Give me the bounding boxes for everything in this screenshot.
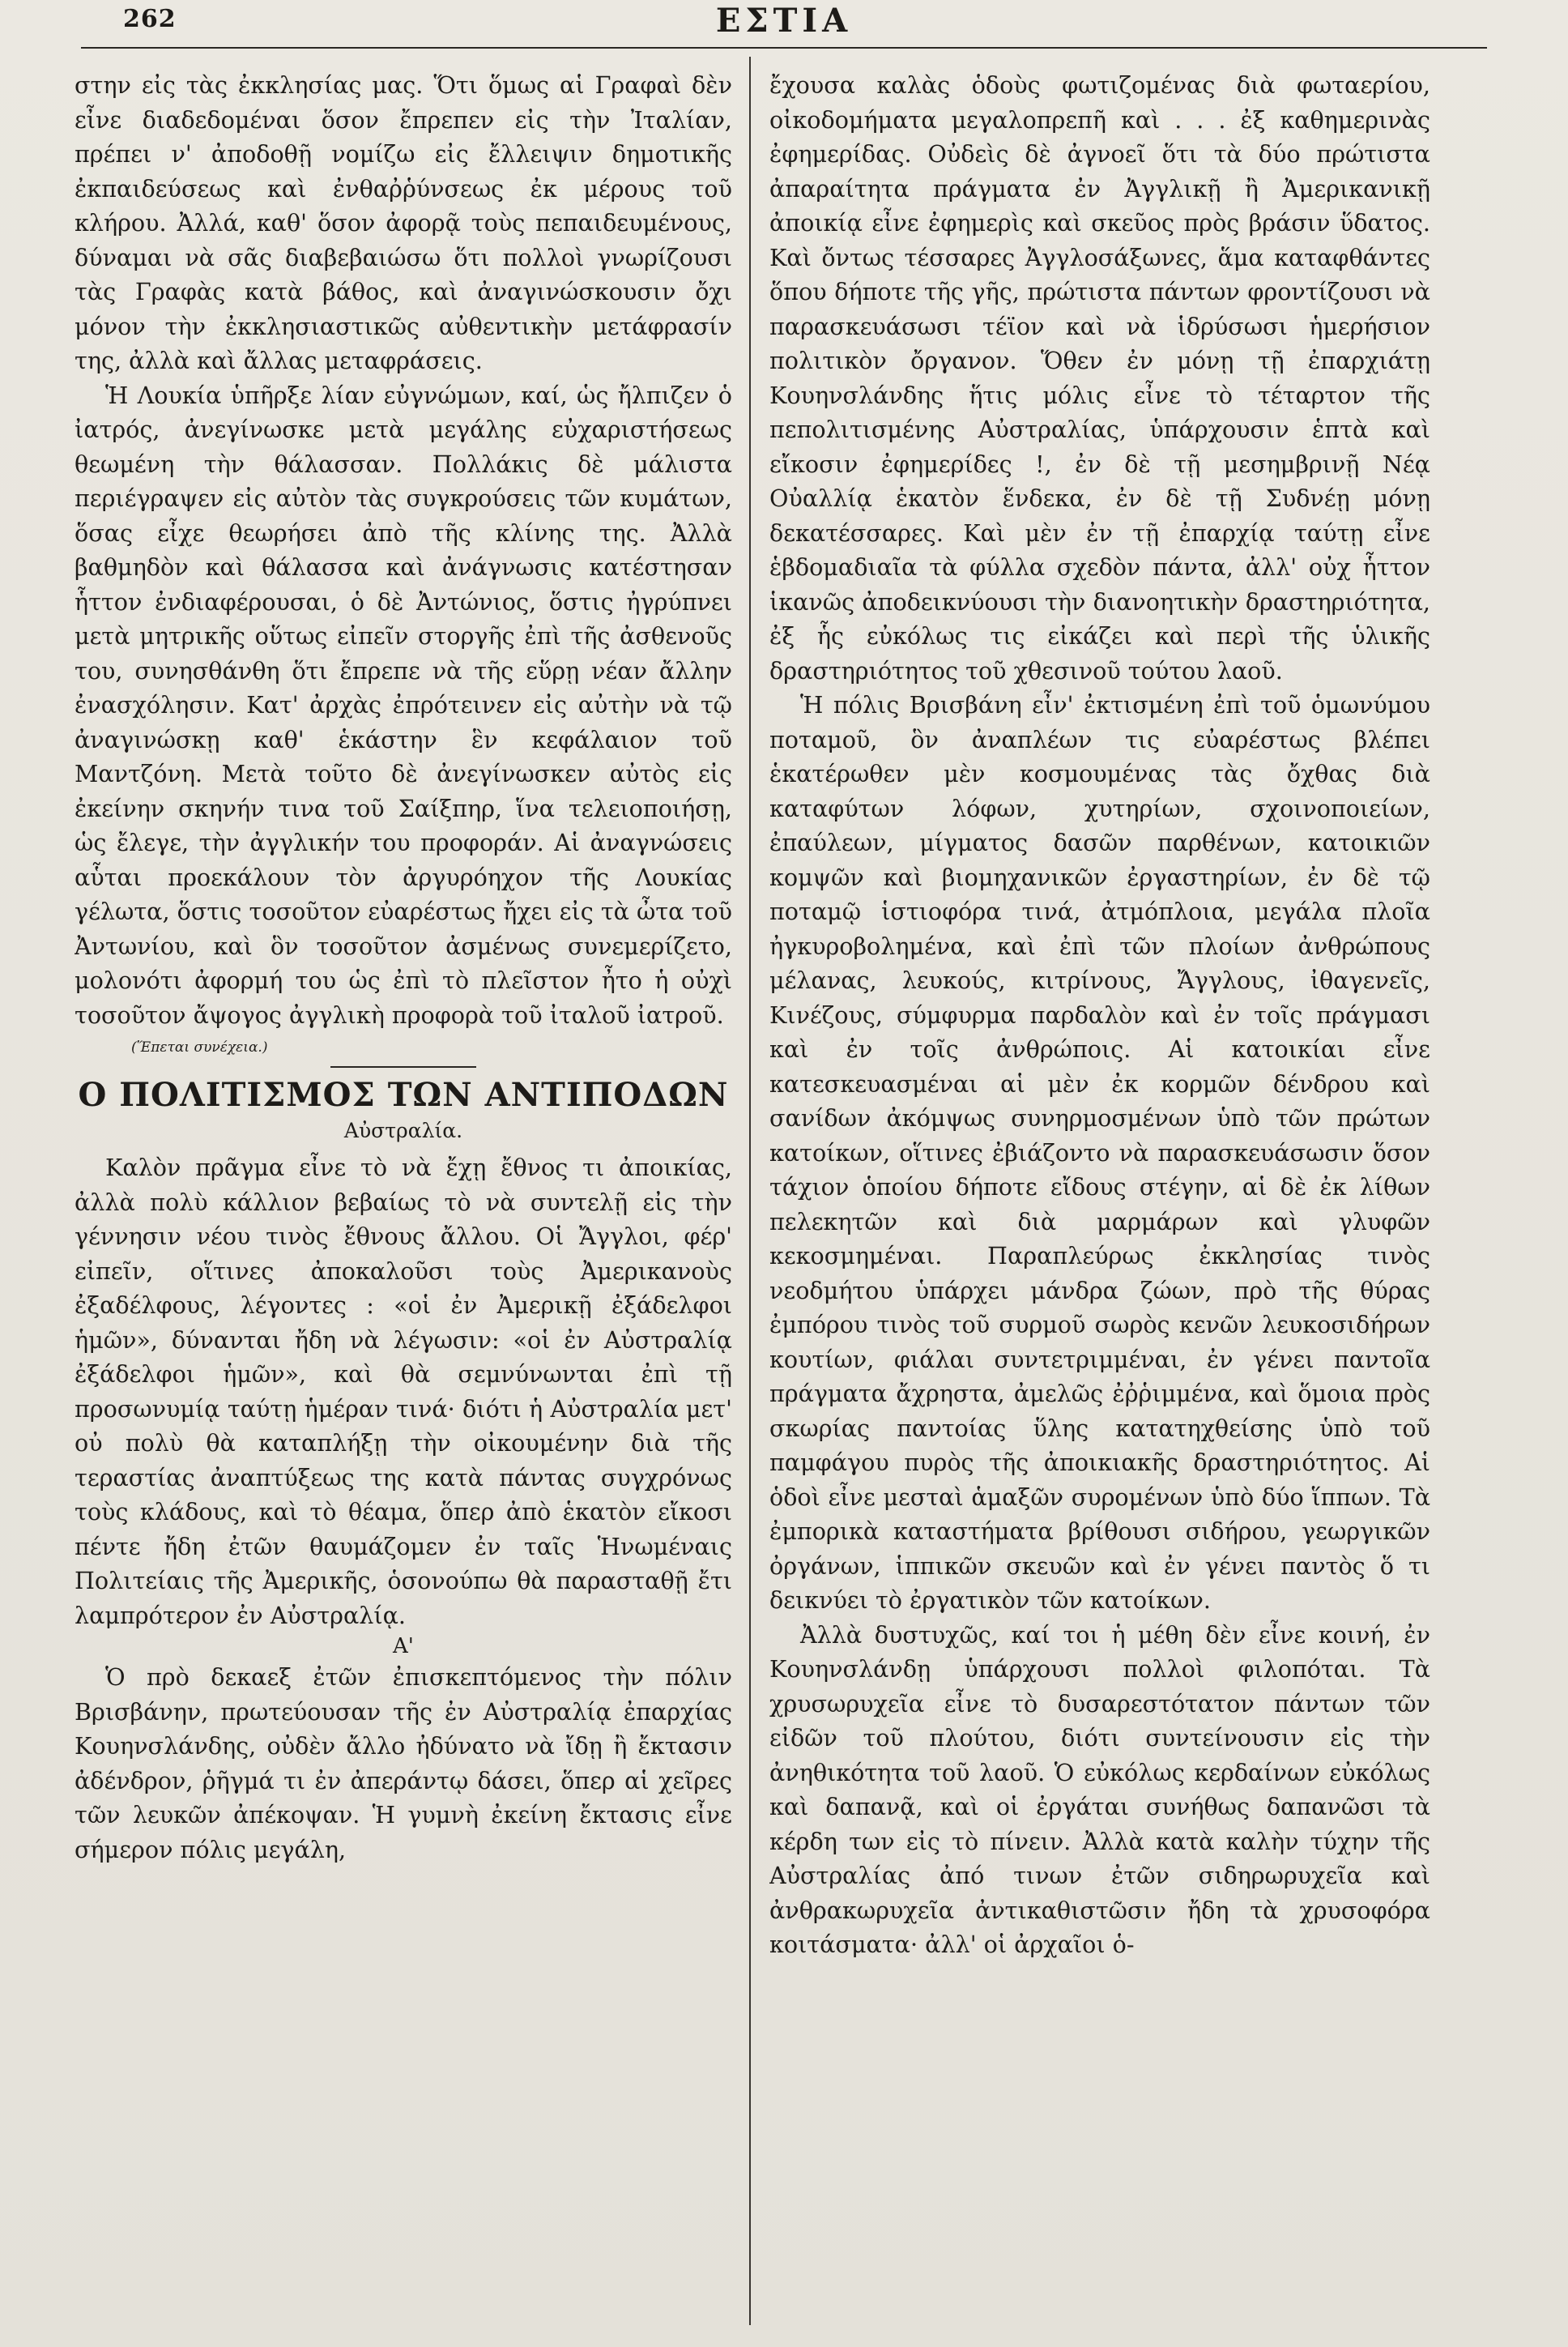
- paragraph: ἔχουσα καλὰς ὁδοὺς φωτιζομένας διὰ φωταερίου, οἰκοδομήματα μεγαλοπρεπῆ καὶ . . . ἐξ καθημερινὰς ἐφημερίδας. Οὐδεὶς δὲ ἀγνοεῖ ὅτι τὰ δύο πρώτιστα ἀπαραίτητα πράγματα ἐν Ἀγγλικῇ ἢ Ἀμερικανικῇ ἀποικίᾳ εἶνε ἐφημερὶς καὶ σκεῦος πρὸς βράσιν ὕδατος. Καὶ ὄντως τέσσαρες Ἀγγλοσάξωνες, ἅμα καταφθάντες ὅπου δήποτε τῆς γῆς, πρώτιστα πάντων φροντίζουσι νὰ παρασκευάσωσι τέϊον καὶ νὰ ἱδρύσωσι ἡμερήσιον πολιτικὸν ὄργανον. Ὅθεν ἐν μόνῃ τῇ ἐπαρχιάτῃ Κουηνσλάνδης ἥτις μόλις εἶνε τὸ τέταρτον τῆς πεπολιτισμένης Αὐστραλίας, ὑπάρχουσιν ἑπτὰ καὶ εἴκοσιν ἐφημερίδες !, ἐν δὲ τῇ μεσημβρινῇ Νέᾳ Οὐαλλίᾳ ἑκατὸν ἕνδεκα, ἐν δὲ τῇ Συδνέῃ μόνῃ δεκατέσσαρες. Καὶ μὲν ἐν τῇ ἐπαρχίᾳ ταύτῃ εἶνε ἑβδομαδιαῖα τὰ φύλλα σχεδὸν πάντα, ἀλλ' οὐχ ἧττον ἱκανῶς ἀποδεικνύουσι τὴν διανοητικὴν δραστηριότητα, ἐξ ἧς εὐκόλως τις εἰκάζει καὶ περὶ τῆς ὑλικῆς δραστηριότητος τοῦ χθεσινοῦ τούτου λαοῦ.: [769, 71, 1430, 685]
- paragraph: Καλὸν πρᾶγμα εἶνε τὸ νὰ ἔχῃ ἔθνος τι ἀποικίας, ἀλλὰ πολὺ κάλλιον βεβαίως τὸ νὰ συντελῇ εἰς τὴν γέννησιν νέου τινὸς ἔθνους ἄλλου. Οἱ Ἄγγλοι, φέρ' εἰπεῖν, οἵτινες ἀποκαλοῦσι τοὺς Ἀμερικανοὺς ἐξαδέλφους, λέγοντες : «οἱ ἐν Ἀμερικῇ ἐξάδελφοι ἡμῶν», δύνανται ἤδη νὰ λέγωσιν: «οἱ ἐν Αὐστραλίᾳ ἐξάδελφοι ἡμῶν», καὶ θὰ σεμνύνωνται ἐπὶ τῇ προσωνυμίᾳ ταύτῃ ἡμέραν τινά· διότι ἡ Αὐστραλία μετ' οὐ πολὺ θὰ καταπλήξῃ τὴν οἰκουμένην διὰ τῆς τεραστίας ἀναπτύξεως της κατὰ πάντας συγχρόνως τοὺς κλάδους, καὶ τὸ θέαμα, ὅπερ ἀπὸ ἑκατὸν εἴκοσι πέντε ἤδη ἐτῶν θαυμάζομεν ἐν ταῖς Ἡνωμέναις Πολιτείαις τῆς Ἀμερικῆς, ὁσονούπω θὰ παρασταθῇ ἔτι λαμπρότερον ἐν Αὐστραλίᾳ.: [75, 1154, 732, 1629]
- paragraph: Ἡ πόλις Βρισβάνη εἶν' ἐκτισμένη ἐπὶ τοῦ ὁμωνύμου ποταμοῦ, ὃν ἀναπλέων τις εὐαρέστως βλέπει ἑκατέρωθεν μὲν κοσμουμένας τὰς ὄχθας διὰ καταφύτων λόφων, χυτηρίων, σχοινοποιείων, ἐπαύλεων, μίγματος δασῶν παρθένων, κατοικιῶν κομψῶν καὶ βιομηχανικῶν ἐργαστηρίων, ἐν δὲ τῷ ποταμῷ ἱστιοφόρα τινά, ἀτμόπλοια, μεγάλα πλοῖα ἠγκυροβολημένα, καὶ ἐπὶ τῶν πλοίων ἀνθρώπους μέλανας, λευκούς, κιτρίνους, Ἄγγλους, ἰθαγενεῖς, Κινέζους, σύμφυρμα παρδαλὸν καὶ ἐν τοῖς πράγμασι καὶ ἐν τοῖς ἀνθρώποις. Αἱ κατοικίαι εἶνε κατεσκευασμέναι αἱ μὲν ἐκ κορμῶν δένδρου καὶ σανίδων ἀκόμψως συνηρμοσμένων ὑπὸ τῶν πρώτων κατοίκων, οἵτινες ἐβιάζοντο νὰ παρασκευάσωσιν ὅσον τάχιον ὁποίου δήποτε εἴδους στέγην, αἱ δὲ ἐκ λίθων πελεκητῶν καὶ διὰ μαρμάρων καὶ γλυφῶν κεκοσμημέναι. Παραπλεύρως ἐκκλησίας τινὸς νεοδμήτου ὑπάρχει μάνδρα ζώων, πρὸ τῆς θύρας ἐμπόρου τινὸς τοῦ συρμοῦ σωρὸς κενῶν λευκοσιδήρων κουτίων, φιάλαι συντετριμμέναι, ἐν γένει παντοῖα πράγματα ἄχρηστα, ἀμελῶς ἐῤῥιμμένα, καὶ ὅμοια πρὸς σκωρίας παντοίας ὕλης κατατηχθείσης ὑπὸ τοῦ παμφάγου πυρὸς τῆς ἀποικιακῆς δραστηριότητος. Αἱ ὁδοὶ εἶνε μεσταὶ ἁμαξῶν συρομένων ὑπὸ δύο ἵππων. Τὰ ἐμπορικὰ καταστήματα βρίθουσι σιδήρου, γεωργικῶν ὀργάνων, ἱππικῶν σκευῶν καὶ ἐν γένει παντὸς ὅ τι δεικνύει τὸ ἐργατικὸν τῶν κατοίκων.: [769, 691, 1430, 1614]
- header-rule: [81, 47, 1487, 49]
- part-mark: Α': [393, 1634, 414, 1658]
- paragraph: στην εἰς τὰς ἐκκλησίας μας. Ὅτι ὅμως αἱ Γραφαὶ δὲν εἶνε διαδεδομέναι ὅσον ἔπρεπεν εἰς τὴν Ἰταλίαν, πρέπει ν' ἀποδοθῇ νομίζω εἰς ἔλλειψιν δημοτικῆς ἐκπαιδεύσεως καὶ ἐνθαῤῥύνσεως ἐκ μέρους τοῦ κλήρου. Ἀλλά, καθ' ὅσον ἀφορᾷ τοὺς πεπαιδευμένους, δύναμαι νὰ σᾶς διαβεβαιώσω ὅτι πολλοὶ γνωρίζουσι τὰς Γραφὰς κατὰ βάθος, καὶ ἀναγινώσκουσιν ὄχι μόνον τὴν ἐκκλησιαστικῶς αὐθεντικὴν μετάφρασίν της, ἀλλὰ καὶ ἄλλας μεταφράσεις.: [75, 71, 732, 374]
- paragraph: Ὁ πρὸ δεκαεξ ἐτῶν ἐπισκεπτόμενος τὴν πόλιν Βρισβάνην, πρωτεύουσαν τῆς ἐν Αὐστραλίᾳ ἐπαρχίας Κουηνσλάνδης, οὐδὲν ἄλλο ἠδύνατο νὰ ἴδῃ ἢ ἔκτασιν ἀδένδρον, ῥῆγμά τι ἐν ἀπεράντῳ δάσει, ὅπερ αἱ χεῖρες τῶν λευκῶν ἀπέκοψαν. Ἡ γυμνὴ ἐκείνη ἔκτασις εἶνε σήμερον πόλις μεγάλη,: [75, 1663, 732, 1863]
- column-divider: [749, 57, 751, 2325]
- left-column: [75, 68, 732, 2328]
- paragraph: Ἀλλὰ δυστυχῶς, καί τοι ἡ μέθη δὲν εἶνε κοινή, ἐν Κουηνσλάνδῃ ὑπάρχουσι πολλοὶ φιλοπόται. Τὰ χρυσωρυχεῖα εἶνε τὸ δυσαρεστότατον πάντων τῶν εἰδῶν τοῦ πλούτου, διότι συντείνουσιν εἰς τὴν ἀνηθικότητα τοῦ λαοῦ. Ὁ εὐκόλως κερδαίνων εὐκόλως καὶ δαπανᾷ, καὶ οἱ ἐργάται συνήθως δαπανῶσι τὰ κέρδη των εἰς τὸ πίνειν. Ἀλλὰ κατὰ καλὴν τύχην τῆς Αὐστραλίας ἀπό τινων ἐτῶν σιδηρωρυχεῖα καὶ ἀνθρακωρυχεῖα ἀντικαθιστῶσιν ἤδη τὰ χρυσοφόρα κοιτάσματα· ἀλλ' οἱ ἀρχαῖοι ὁ-: [769, 1620, 1430, 1958]
- paragraph: Ἡ Λουκία ὑπῆρξε λίαν εὐγνώμων, καί, ὡς ἤλπιζεν ὁ ἰατρός, ἀνεγίνωσκε μετὰ μεγάλης εὐχαριστήσεως θεωμένη τὴν θάλασσαν. Πολλάκις δὲ μάλιστα περιέγραψεν εἰς αὐτὸν τὰς συγκρούσεις τῶν κυμάτων, ὅσας εἶχε θεωρήσει ἀπὸ τῆς κλίνης της. Ἀλλὰ βαθμηδὸν καὶ θάλασσα καὶ ἀνάγνωσις κατέστησαν ἧττον ἐνδιαφέρουσαι, ὁ δὲ Ἀντώνιος, ὅστις ἠγρύπνει μετὰ μητρικῆς οὕτως εἰπεῖν στοργῆς ἐπὶ τῆς ἀσθενοῦς του, συνησθάνθη ὅτι ἔπρεπε νὰ τῆς εὕρῃ νέαν ἄλλην ἐνασχόλησιν. Κατ' ἀρχὰς ἐπρότεινεν εἰς αὐτὴν νὰ τῷ ἀναγινώσκῃ καθ' ἑκάστην ἓν κεφάλαιον τοῦ Μαντζόνη. Μετὰ τοῦτο δὲ ἀνεγίνωσκεν αὐτὸς εἰς ἐκείνην σκηνήν τινα τοῦ Σαίξπηρ, ἵνα τελειοποιήσῃ, ὡς ἔλεγε, τὴν ἀγγλικήν του προφοράν. Αἱ ἀναγνώσεις αὗται προεκάλουν τὸν ἀργυρόηχον τῆς Λουκίας γέλωτα, ὅστις τοσοῦτον εὐαρέστως ἤχει εἰς τὰ ὦτα τοῦ Ἀντωνίου, καὶ ὃν τοσοῦτον ἀσμένως συνεμερίζετο, μολονότι ἀφορμή του ὡς ἐπὶ τὸ πλεῖστον ἦτο ἡ οὐχὶ τοσοῦτον ἄψογος ἀγγλικὴ προφορὰ τοῦ ἰταλοῦ ἰατροῦ.: [75, 381, 732, 1029]
- continuation-note: (Ἕπεται συνέχεια.): [131, 1039, 268, 1056]
- article-title: Ο ΠΟΛΙΤΙΣΜΟΣ ΤΩΝ ΑΝΤΙΠΟΔΩΝ: [78, 1076, 729, 1114]
- article-subtitle: Αὐστραλία.: [343, 1119, 463, 1142]
- running-title: ΕΣΤΙΑ: [715, 2, 853, 40]
- right-column: [769, 68, 1430, 2328]
- page-header: [49, 0, 1519, 49]
- section-rule: [330, 1066, 476, 1068]
- page-number: 262: [123, 5, 177, 33]
